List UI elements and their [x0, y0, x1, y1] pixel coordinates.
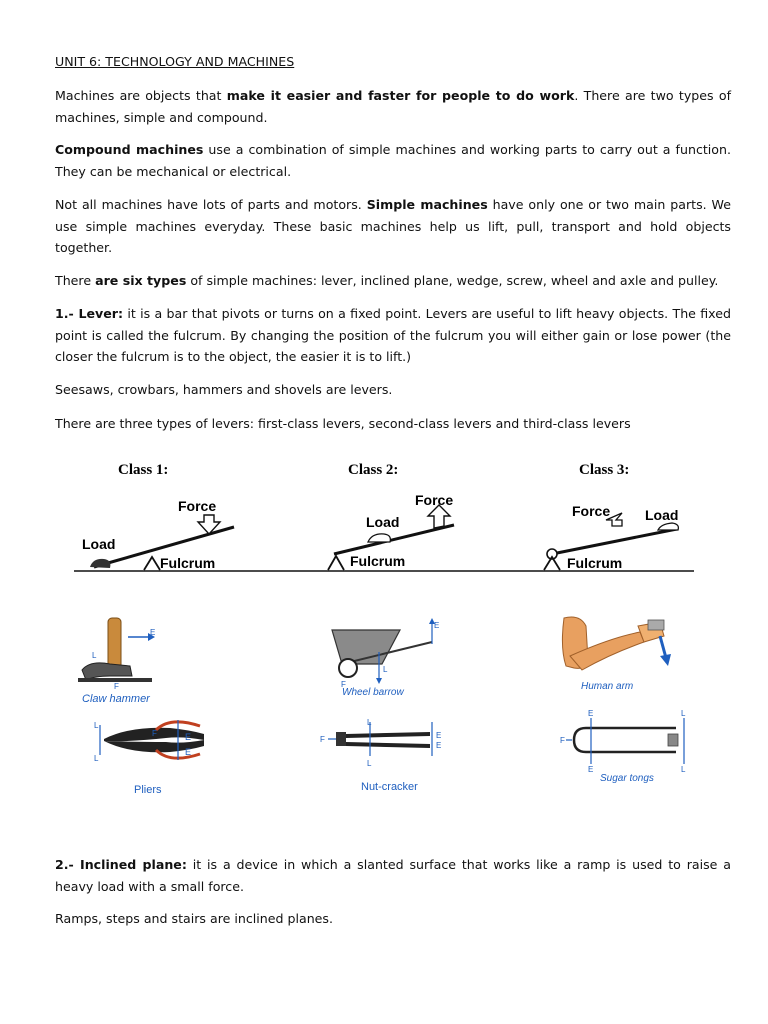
bold-phrase: Simple machines — [366, 197, 488, 212]
bold-phrase: are six types — [95, 273, 187, 288]
mark-l: L — [681, 709, 686, 718]
human-arm-illustration — [562, 617, 671, 692]
class-2-diagram — [328, 462, 454, 570]
class-1-load-label: Load — [82, 536, 116, 552]
mark-e: E — [436, 741, 442, 750]
hinge-block — [336, 732, 346, 746]
class-3-title: Class 3: — [579, 462, 630, 478]
paragraph-simple-machines: Not all machines have lots of parts and motors. Simple machines have only one or two main parts. We use simple machines everyday. These basic machines help us lift, pull, transport and hold objects together. — [55, 197, 731, 255]
lever-examples-figure — [70, 608, 700, 803]
pliers-caption: Pliers — [134, 784, 162, 796]
bold-phrase: make it easier and faster for people to do work — [226, 88, 575, 103]
wheel-barrow-illustration — [332, 618, 439, 698]
mark-f: F — [152, 729, 157, 738]
class-1-diagram — [82, 462, 234, 571]
class-2-fulcrum-label: Fulcrum — [350, 553, 406, 569]
nutcracker-upper-arm — [346, 732, 430, 738]
hammer-head — [82, 663, 132, 680]
lever-bar — [552, 529, 677, 554]
lever-classes-figure — [72, 450, 697, 580]
mark-l: L — [383, 665, 388, 674]
lever-examples-svg — [70, 608, 700, 803]
mark-e: E — [587, 629, 593, 638]
load-arrow — [660, 636, 666, 658]
class-3-diagram — [544, 462, 678, 571]
mark-f: F — [560, 736, 565, 745]
mark-e: E — [436, 731, 442, 740]
wheel-icon — [339, 659, 357, 677]
load-block — [368, 534, 390, 542]
class-3-fulcrum-label: Fulcrum — [567, 555, 623, 571]
class-1-title: Class 1: — [118, 462, 169, 478]
claw-hammer-caption: Claw hammer — [82, 693, 150, 705]
class-3-load-label: Load — [645, 507, 679, 523]
mark-e: E — [185, 732, 192, 742]
lever-classes-svg — [72, 450, 697, 580]
mark-e: E — [185, 747, 192, 757]
class-3-force-label: Force — [572, 503, 611, 519]
paragraph-machines-intro: Machines are objects that make it easier and faster for people to do work. There are two types of machines, simple and compound. — [55, 88, 732, 125]
section-heading-lever: 1.- Lever: — [55, 306, 124, 321]
class-2-load-label: Load — [366, 514, 400, 530]
pliers-illustration — [94, 720, 204, 796]
class-1-fulcrum-label: Fulcrum — [160, 555, 216, 571]
class-2-title: Class 2: — [348, 462, 399, 478]
page-title: UNIT 6: TECHNOLOGY AND MACHINES — [55, 54, 295, 69]
load-block — [658, 523, 678, 530]
tongs-body — [574, 728, 676, 752]
paragraph-inclined-plane: 2.- Inclined plane: it is a device in which a slanted surface that works like a ramp is used to raise a heavy load with a small force. — [55, 857, 731, 894]
mark-l: L — [94, 754, 99, 763]
fulcrum-triangle — [144, 557, 160, 570]
load-block — [90, 559, 110, 568]
nut-cracker-illustration — [320, 718, 441, 793]
sugar-tongs-illustration — [560, 709, 686, 784]
mark-e: E — [150, 628, 156, 637]
arrowhead-icon — [376, 678, 382, 684]
mark-f: F — [114, 682, 119, 691]
arrowhead-icon — [660, 654, 671, 666]
paragraph-lever-examples: Seesaws, crowbars, hammers and shovels are levers. — [55, 382, 393, 397]
paragraph-lever-types: There are three types of levers: first-class levers, second-class levers and third-class levers — [55, 416, 631, 431]
nutcracker-lower-arm — [346, 742, 430, 748]
claw-hammer-illustration — [78, 618, 155, 705]
nut-cracker-caption: Nut-cracker — [361, 781, 418, 793]
sugar-tongs-caption: Sugar tongs — [600, 773, 654, 784]
paragraph-six-types: There are six types of simple machines: lever, inclined plane, wedge, screw, wheel and axle and pulley. — [55, 273, 719, 288]
mark-e: E — [434, 621, 440, 630]
mark-l: L — [92, 651, 97, 660]
human-arm-caption: Human arm — [581, 681, 634, 692]
class-2-force-label: Force — [415, 492, 454, 508]
paragraph-lever: 1.- Lever: it is a bar that pivots or turns on a fixed point. Levers are useful to lift heavy objects. The fixed point is called the fulcrum. By changing the position of the fulcrum you will either gain or lose power (the closer the fulcrum is to the object, the easier it is to lift.) — [55, 306, 731, 364]
bold-phrase: Compound machines — [55, 142, 204, 157]
mark-l: L — [367, 718, 372, 727]
wheel-barrow-caption: Wheel barrow — [342, 687, 404, 698]
tongs-tip — [668, 734, 678, 746]
paragraph-compound-machines: Compound machines use a combination of simple machines and working parts to carry out a function. They can be mechanical or electrical. — [55, 142, 731, 179]
held-object — [648, 620, 664, 630]
class-1-force-label: Force — [178, 498, 217, 514]
mark-e: E — [588, 765, 594, 774]
mark-f: F — [341, 680, 346, 689]
paragraph-inclined-plane-examples: Ramps, steps and stairs are inclined planes. — [55, 911, 333, 926]
mark-e: E — [588, 709, 594, 718]
mark-l: L — [94, 721, 99, 730]
mark-l: L — [367, 759, 372, 768]
fulcrum-triangle — [328, 556, 344, 570]
section-heading-inclined-plane: 2.- Inclined plane: — [55, 857, 187, 872]
mark-l: L — [681, 765, 686, 774]
force-arrow-icon — [428, 505, 450, 528]
mark-f: F — [320, 735, 325, 744]
